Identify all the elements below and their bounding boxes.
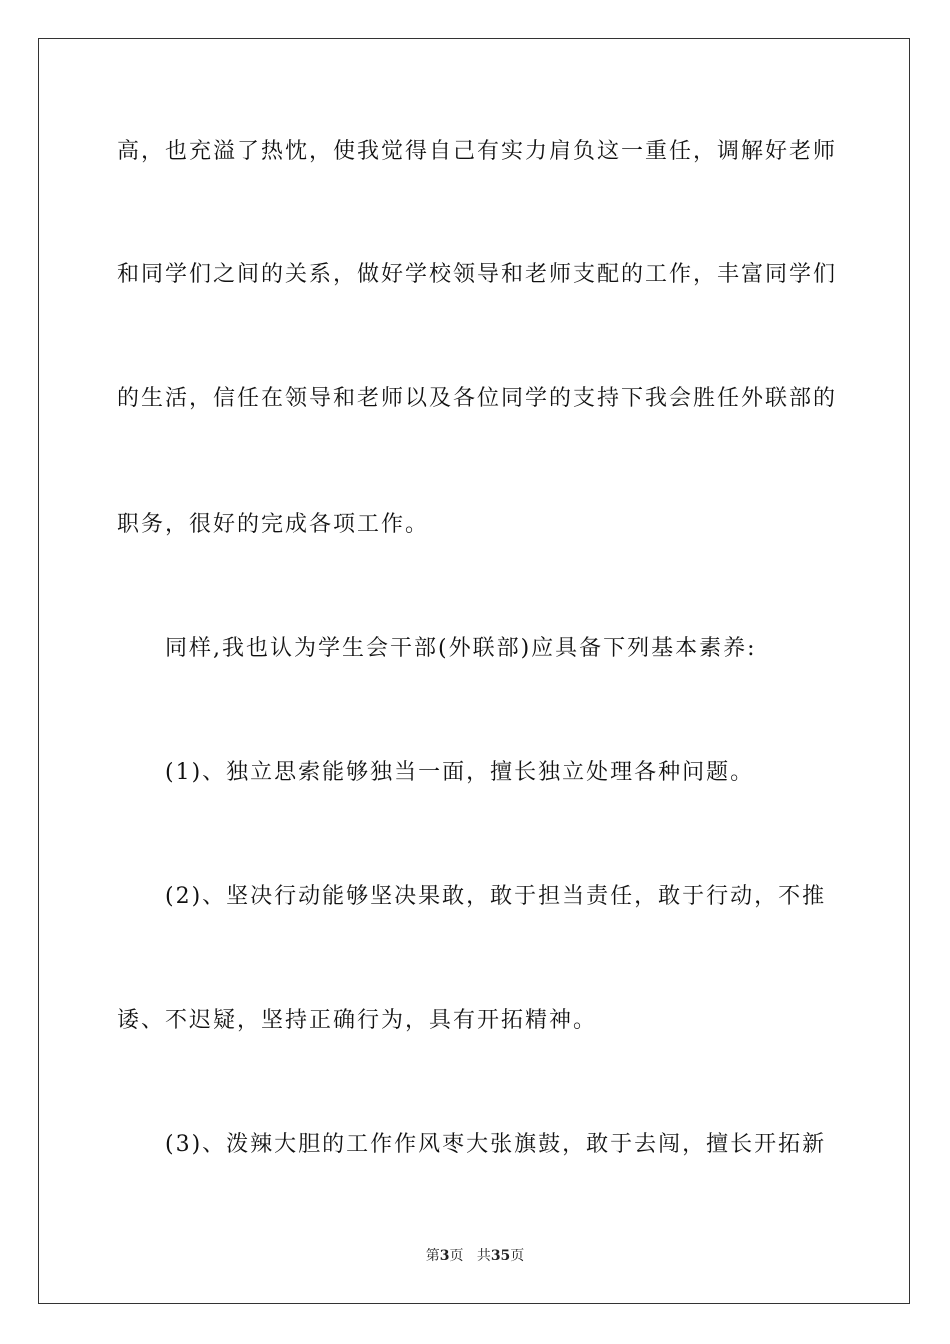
footer-total-prefix: 共 xyxy=(476,1248,491,1264)
body-line-5: 同样,我也认为学生会干部(外联部)应具备下列基本素养: xyxy=(165,636,757,661)
footer-total-pages: 35 xyxy=(490,1248,511,1264)
page-footer xyxy=(0,1247,950,1265)
body-line-6: (1)、独立思索能够独当一面，擅长独立处理各种问题。 xyxy=(165,760,755,785)
body-line-9: (3)、泼辣大胆的工作作风枣大张旗鼓，敢于去闯，擅长开拓新 xyxy=(165,1132,827,1157)
footer-total-suffix: 页 xyxy=(510,1248,525,1264)
footer-page-suffix: 页 xyxy=(449,1248,464,1264)
body-line-1: 高，也充溢了热忱，使我觉得自己有实力肩负这一重任，调解好老师 xyxy=(117,139,838,164)
body-line-8: 诿、不迟疑，坚持正确行为，具有开拓精神。 xyxy=(117,1008,598,1033)
body-line-4: 职务，很好的完成各项工作。 xyxy=(117,512,430,537)
footer-page-prefix: 第 xyxy=(425,1248,440,1264)
body-line-3: 的生活，信任在领导和老师以及各位同学的支持下我会胜任外联部的 xyxy=(117,386,838,411)
body-line-7: (2)、坚决行动能够坚决果敢，敢于担当责任，敢于行动，不推 xyxy=(165,884,827,909)
body-line-2: 和同学们之间的关系，做好学校领导和老师支配的工作，丰富同学们 xyxy=(117,262,838,287)
page-border xyxy=(38,38,910,1304)
footer-page-number: 3 xyxy=(439,1248,450,1264)
